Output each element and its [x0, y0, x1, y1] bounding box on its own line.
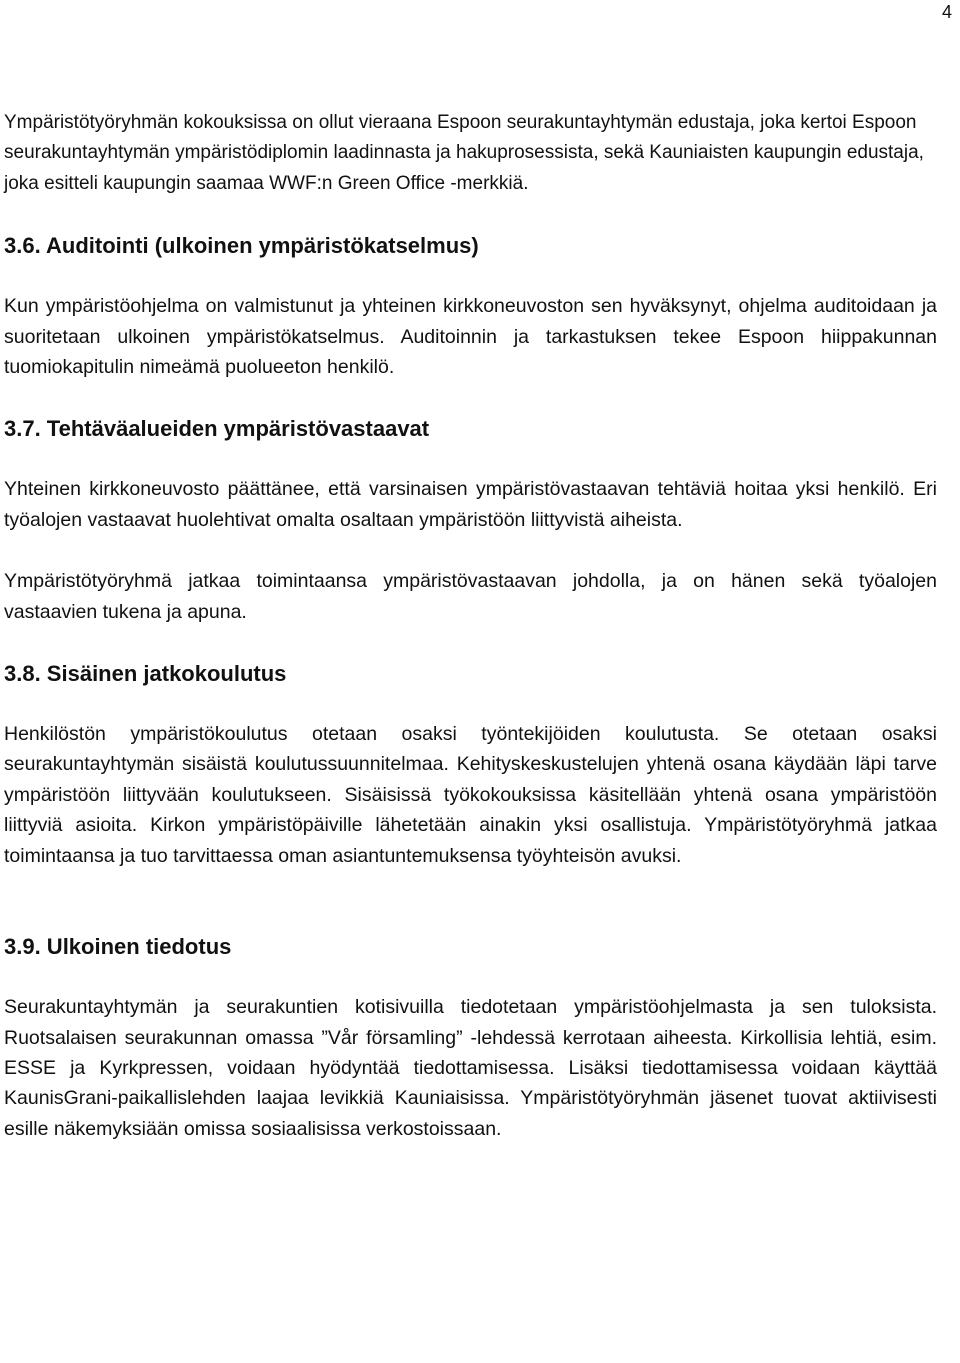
section-heading-ymparistovastaavat: 3.7. Tehtäväalueiden ympäristövastaavat — [4, 416, 430, 442]
section-paragraph: Seurakuntayhtymän ja seurakuntien kotisivuilla tiedotetaan ympäristöohjelmasta ja sen tuloksista. Ruotsalaisen seurakunnan omassa ”Vår församling” -lehdessä kerrotaan aiheesta. Kirkollisia lehtiä, esim. ESSE ja Kyrkpressen, voidaan hyödyntää tiedottamisessa. Lisäksi tiedottamisessa voidaan käyttää KaunisGrani-paikallislehden laajaa levikkiä Kauniaisissa. Ympäristötyöryhmän jäsenet tuovat aktiivisesti esille näkemyksiään omissa sosiaalisissa verkostoissaan. — [4, 996, 937, 1140]
page-number: 4 — [941, 2, 952, 22]
section-heading-ulkoinen-tiedotus: 3.9. Ulkoinen tiedotus — [4, 934, 232, 960]
document-body — [4, 108, 937, 1144]
section-heading-jatkokoulutus: 3.8. Sisäinen jatkokoulutus — [4, 661, 287, 687]
section-paragraph: Yhteinen kirkkoneuvosto päättänee, että varsinaisen ympäristövastaavan tehtäviä hoitaa yksi henkilö. Eri työalojen vastaavat huolehtivat omalta osaltaan ympäristöön liittyvistä aiheista. — [4, 478, 937, 531]
section-paragraph: Ympäristötyöryhmä jatkaa toimintaansa ympäristövastaavan johdolla, ja on hänen sekä työalojen vastaavien tukena ja apuna. — [4, 570, 937, 623]
section-paragraph: Henkilöstön ympäristökoulutus otetaan osaksi työntekijöiden koulutusta. Se otetaan osaksi seurakuntayhtymän sisäistä koulutussuunnitelmaa. Kehityskeskustelujen yhtenä osana käydään läpi tarve ympäristöön liittyvään koulutukseen. Sisäisissä työkokouksissa käsitellään yhtenä osana ympäristöön liittyviä asioita. Kirkon ympäristöpäiville lähetetään ainakin yksi osallistuja. Ympäristötyöryhmä jatkaa toimintaansa ja tuo tarvittaessa oman asiantuntemuksensa työyhteisön avuksi. — [4, 723, 937, 867]
section-heading-auditointi: 3.6. Auditointi (ulkoinen ympäristökatselmus) — [4, 233, 479, 259]
section-paragraph: Kun ympäristöohjelma on valmistunut ja yhteinen kirkkoneuvoston sen hyväksynyt, ohjelma auditoidaan ja suoritetaan ulkoinen ympäristökatselmus. Auditoinnin ja tarkastuksen tekee Espoon hiippakunnan tuomiokapitulin nimeämä puolueeton henkilö. — [4, 295, 937, 379]
intro-paragraph: Ympäristötyöryhmän kokouksissa on ollut vieraana Espoon seurakuntayhtymän edustaja, joka kertoi Espoon seurakuntayhtymän ympäristödiplomin laadinnasta ja hakuprosessista, sekä Kauniaisten kaupungin edustaja, joka esitteli kaupungin saamaa WWF:n Green Office -merkkiä. — [4, 112, 924, 194]
